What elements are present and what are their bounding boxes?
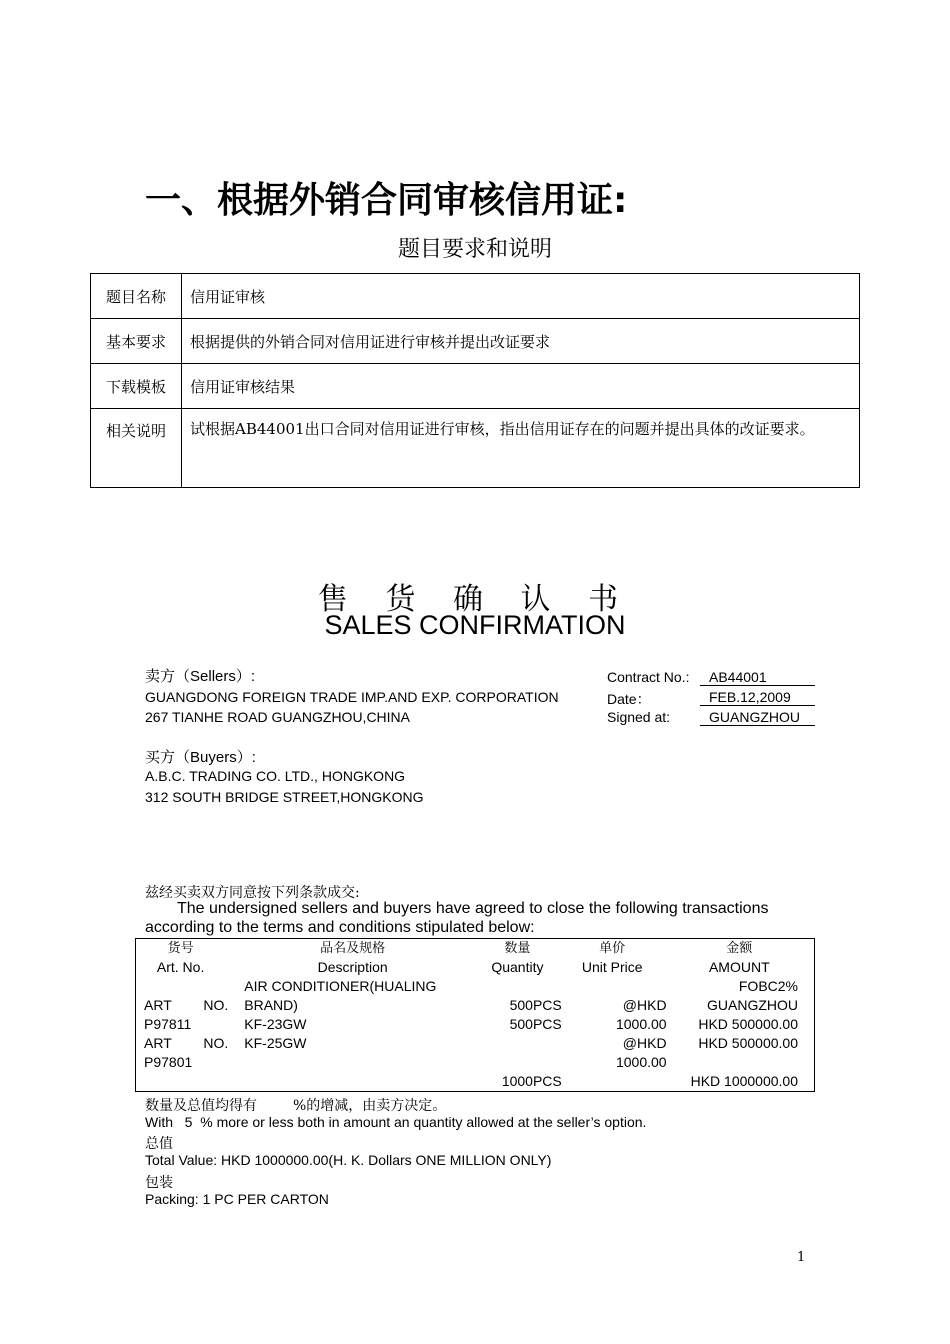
table-row (136, 1072, 815, 1092)
tolerance-cn (145, 1095, 446, 1115)
art-num-2: P97801 (144, 1054, 193, 1070)
price-2: 1000.00 (615, 1054, 667, 1070)
header-desc-en: Description (317, 959, 388, 975)
total-value-en: Total Value: HKD 1000000.00(H. K. Dollars ONE MILLION ONLY) (145, 1152, 552, 1168)
table-row (136, 1053, 815, 1072)
req-key: 题目名称 (91, 274, 182, 319)
req-key: 下载模板 (91, 364, 182, 409)
buyers-label-en: （Buyers）: (175, 749, 256, 766)
page-subheading: 题目要求和说明 (397, 237, 552, 262)
table-row (91, 409, 860, 488)
contract-no-label: Contract No.: (607, 669, 690, 685)
date-underline (700, 705, 815, 706)
buyers-address: 312 SOUTH BRIDGE STREET,HONGKONG (145, 789, 424, 805)
signed-at-value: GUANGZHOU (709, 709, 800, 725)
art-no-label-1: NO. (203, 997, 229, 1013)
page-heading: 一、根据外销合同审核信用证: (145, 180, 628, 221)
buyers-name: A.B.C. TRADING CO. LTD., HONGKONG (145, 768, 406, 784)
contract-no-underline (700, 685, 815, 686)
amount-1: HKD 500000.00 (698, 1016, 798, 1032)
tolerance-en (145, 1114, 646, 1130)
art-prefix-1: ART (144, 997, 172, 1013)
price-1: 1000.00 (615, 1016, 667, 1032)
total-amount: HKD 1000000.00 (690, 1073, 798, 1089)
contract-no: AB44001 (709, 669, 767, 685)
agreement-en-1: The undersigned sellers and buyers have agreed to close the following transactions (177, 900, 769, 917)
desc-line-1: AIR CONDITIONER(HUALING (244, 978, 437, 994)
model-1: KF-23GW (244, 1016, 307, 1032)
table-row (91, 364, 860, 409)
agreement-en-2: according to the terms and conditions stipulated below: (145, 919, 535, 936)
table-row (136, 1034, 815, 1053)
header-artno-en: Art. No. (156, 959, 205, 975)
req-key: 基本要求 (91, 319, 182, 364)
price-cur-1: @HKD (622, 997, 667, 1013)
qty-2: 500PCS (509, 1016, 562, 1032)
date-label: Date： (607, 691, 651, 707)
table-row (91, 319, 860, 364)
buyers-label-cn: 买方 (145, 748, 176, 766)
art-prefix-2: ART (144, 1035, 172, 1051)
header-amount-en: AMOUNT (708, 959, 770, 975)
confirmation-title-en: SALES CONFIRMATION (324, 610, 626, 640)
art-num-1: P97811 (144, 1016, 192, 1032)
req-value: 信用证审核结果 (182, 364, 860, 409)
buyers-label (145, 746, 256, 767)
amount-2: HKD 500000.00 (698, 1035, 798, 1051)
price-terms-1: FOBC2% (738, 978, 798, 994)
packing-cn: 包装 (145, 1175, 173, 1191)
header-qty-cn: 数量 (504, 941, 531, 956)
goods-table (135, 938, 815, 1092)
tolerance-cn-2: %的增减，由卖方决定。 (293, 1098, 447, 1114)
requirements-table (90, 273, 860, 488)
sellers-label-cn: 卖方 (145, 667, 176, 685)
desc-line-2: BRAND) (244, 997, 298, 1013)
total-qty: 1000PCS (501, 1073, 562, 1089)
sellers-label-en: （Sellers）: (175, 668, 256, 685)
sellers-name: GUANGDONG FOREIGN TRADE IMP.AND EXP. CORPORATION (145, 689, 559, 705)
date-value: FEB.12,2009 (709, 689, 791, 705)
signed-at-label: Signed at: (607, 709, 671, 725)
table-row (136, 977, 815, 996)
model-2: KF-25GW (244, 1035, 307, 1051)
tolerance-en-2: % more or less both in amount an quantity allowed at the seller’s option. (200, 1114, 647, 1130)
header-amount-cn: 金额 (726, 941, 753, 956)
table-row (136, 958, 815, 977)
header-qty-en: Quantity (491, 959, 544, 975)
header-price-en: Unit Price (581, 959, 643, 975)
sellers-label (145, 665, 255, 686)
agreement-cn: 兹经买卖双方同意按下列条款成交: (145, 885, 360, 901)
price-cur-2: @HKD (622, 1035, 667, 1051)
sellers-address: 267 TIANHE ROAD GUANGZHOU,CHINA (145, 709, 411, 725)
tolerance-en-1: With (145, 1114, 173, 1130)
header-price-cn: 单价 (599, 941, 626, 956)
header-artno-cn: 货号 (167, 941, 194, 956)
tolerance-pct: 5 (184, 1114, 193, 1130)
table-row (91, 274, 860, 319)
confirmation-title-cn: 售 货 确 认 书 (317, 582, 633, 617)
req-value: 试根据AB44001出口合同对信用证进行审核，指出信用证存在的问题并提出具体的改证要求。 (182, 409, 860, 488)
total-value-cn: 总值 (145, 1136, 173, 1152)
packing-en: Packing: 1 PC PER CARTON (145, 1191, 329, 1207)
art-no-label-2: NO. (203, 1035, 229, 1051)
page-number: 1 (797, 1250, 806, 1265)
tolerance-cn-1: 数量及总值均得有 (145, 1098, 257, 1114)
price-terms-2: GUANGZHOU (707, 997, 798, 1013)
table-row (136, 939, 815, 959)
req-key: 相关说明 (91, 409, 182, 488)
table-row (136, 1015, 815, 1034)
header-desc-cn: 品名及规格 (320, 941, 386, 956)
req-value: 信用证审核 (182, 274, 860, 319)
req-value: 根据提供的外销合同对信用证进行审核并提出改证要求 (182, 319, 860, 364)
table-row (136, 996, 815, 1015)
qty-1: 500PCS (509, 997, 562, 1013)
signed-at-underline (700, 725, 815, 726)
